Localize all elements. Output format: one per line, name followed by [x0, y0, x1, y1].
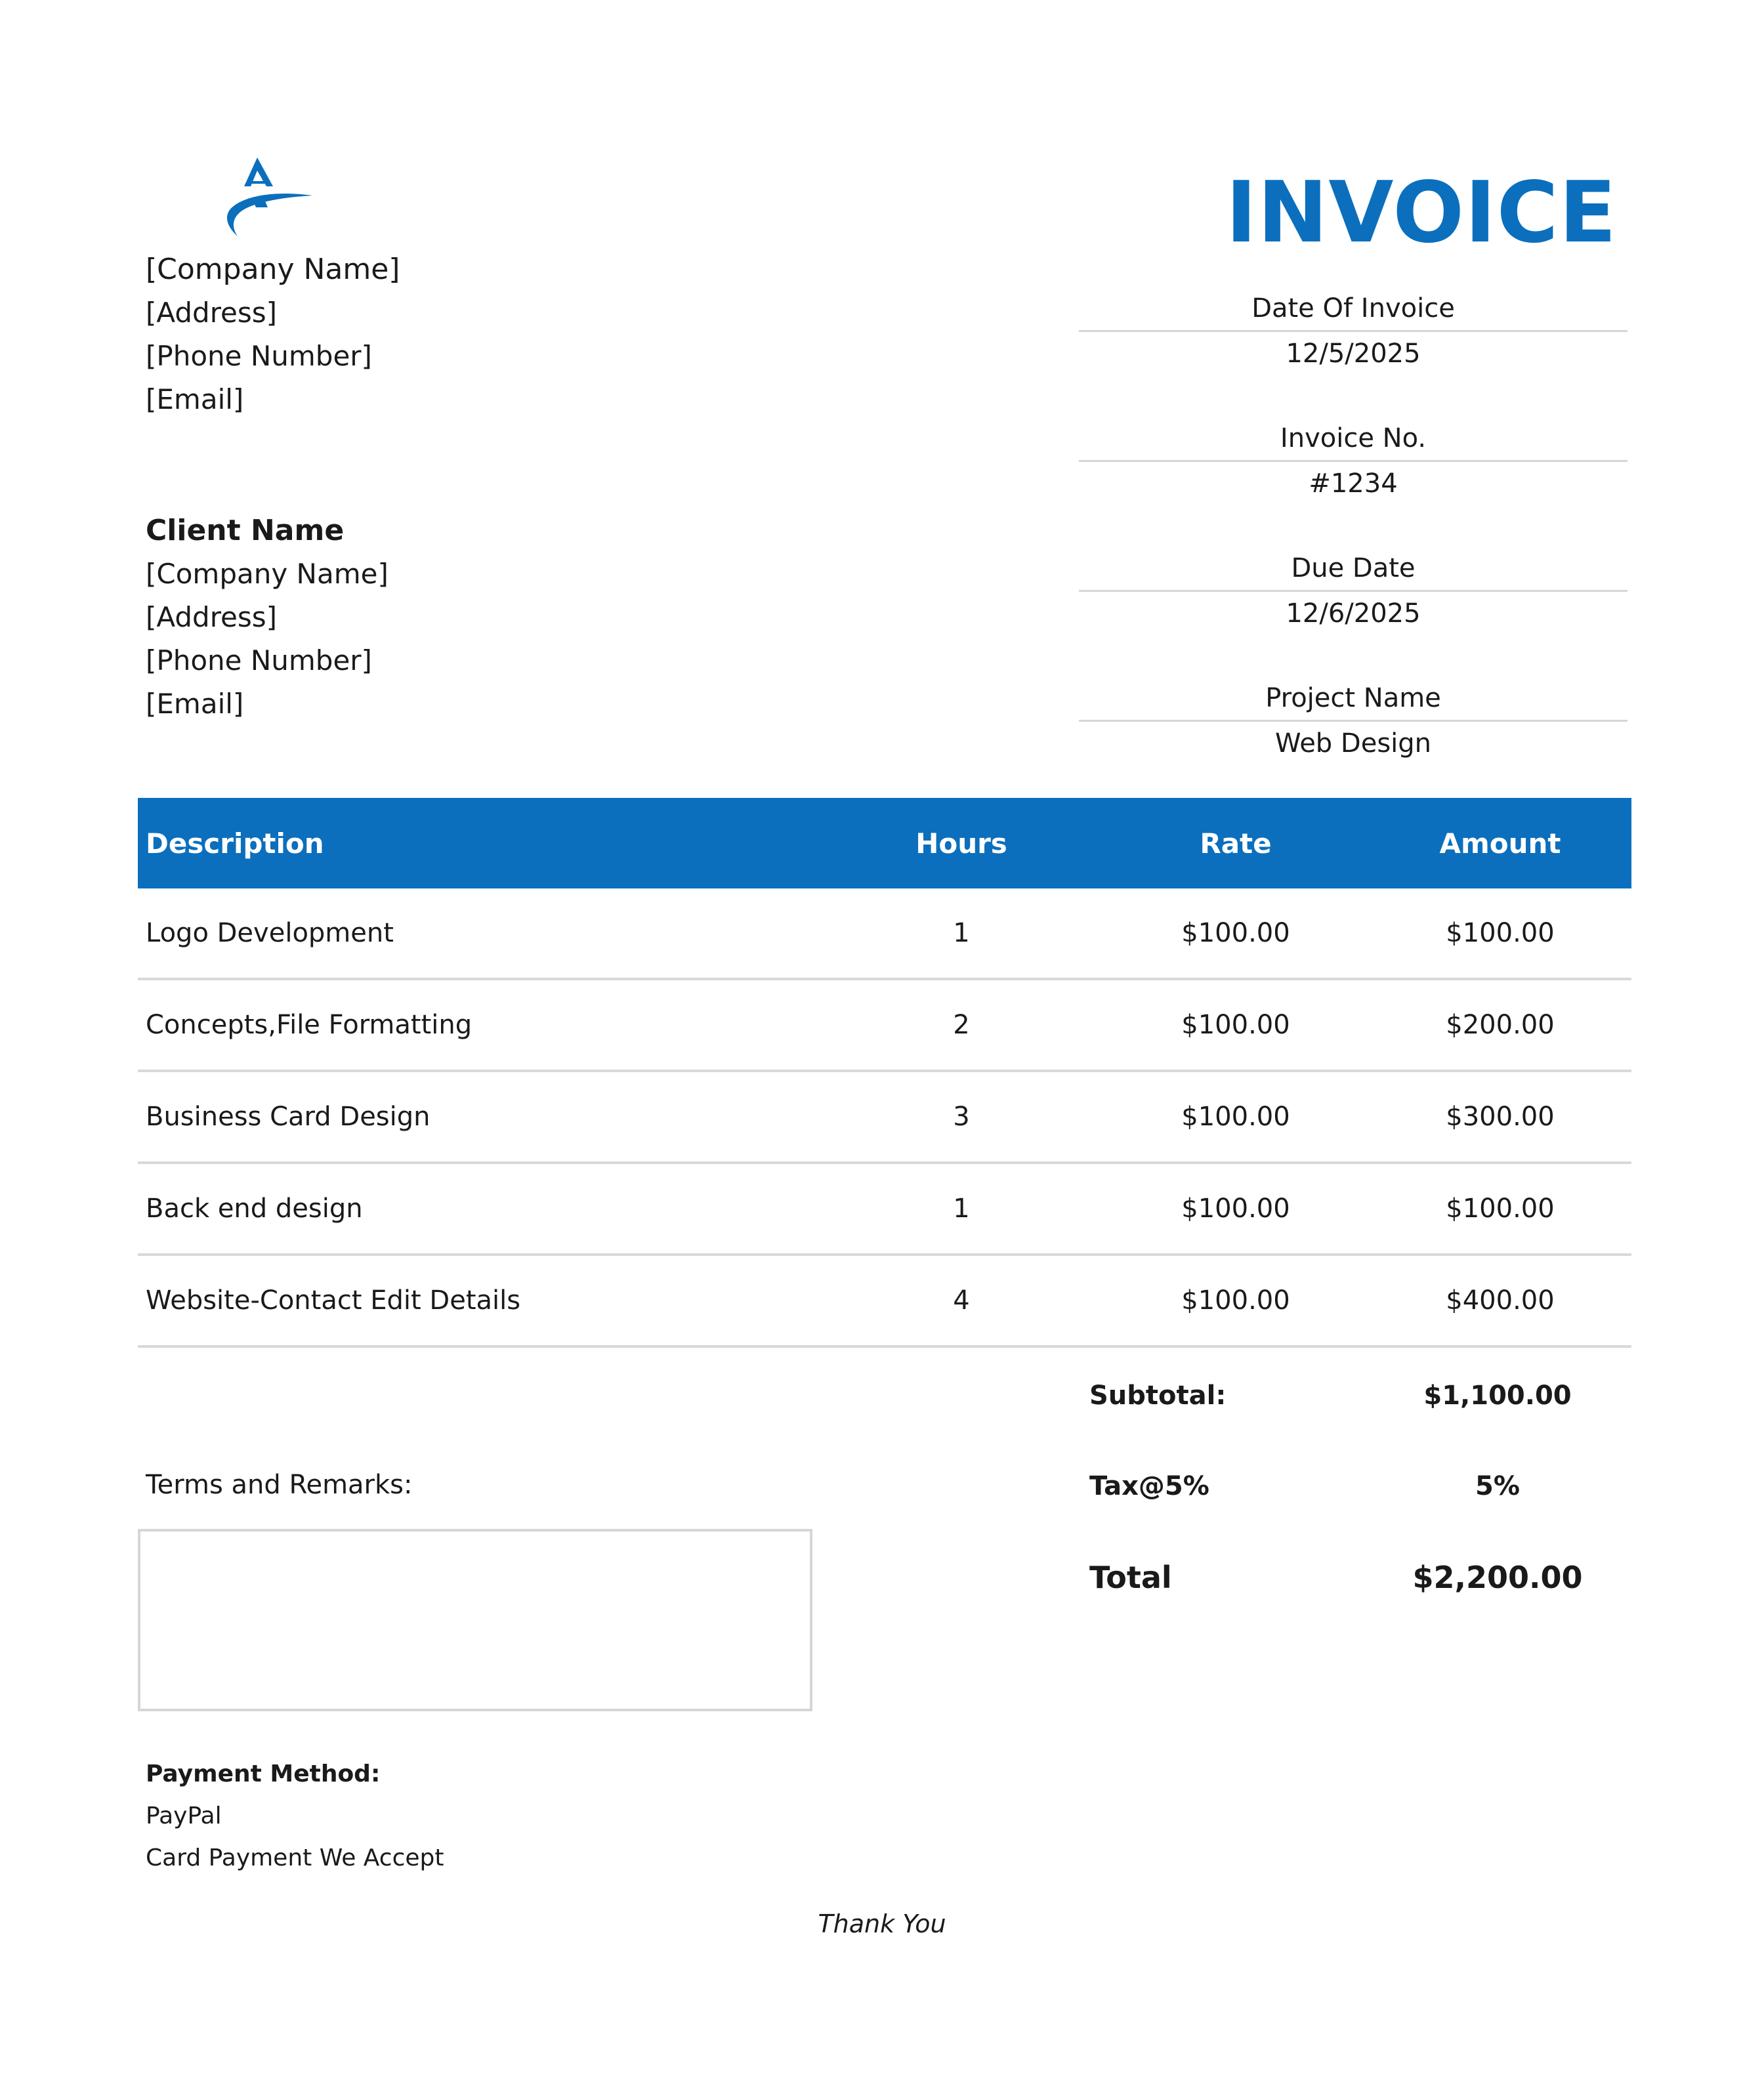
payment-method: PayPal	[146, 1803, 222, 1829]
client-company: [Company Name]	[146, 558, 388, 590]
total-label: Total	[1089, 1560, 1172, 1595]
meta-date	[1079, 289, 1628, 419]
meta-date-label: Date Of Invoice	[1079, 289, 1628, 332]
meta-date-value: 12/5/2025	[1286, 339, 1421, 369]
row-hours: 1	[953, 1194, 970, 1224]
row-hours: 4	[953, 1285, 970, 1316]
invoice-title: INVOICE	[1225, 164, 1617, 262]
subtotal-row	[1089, 1350, 1631, 1441]
client-email: [Email]	[146, 688, 244, 720]
row-description: Back end design	[146, 1194, 363, 1224]
header-rate: Rate	[1200, 827, 1272, 860]
sender-phone: [Phone Number]	[146, 340, 372, 372]
subtotal-value: $1,100.00	[1423, 1381, 1572, 1411]
sender-block	[146, 248, 400, 421]
meta-due-value: 12/6/2025	[1286, 598, 1421, 629]
meta-project	[1079, 678, 1628, 808]
row-amount: $100.00	[1446, 918, 1555, 948]
table-row	[138, 1256, 1631, 1348]
row-hours: 1	[953, 918, 970, 948]
terms-textarea[interactable]	[138, 1529, 812, 1711]
payment-note: Card Payment We Accept	[146, 1844, 444, 1871]
client-phone: [Phone Number]	[146, 644, 372, 677]
sender-email: [Email]	[146, 383, 244, 415]
row-hours: 2	[953, 1010, 970, 1040]
header-hours: Hours	[915, 827, 1007, 860]
row-amount: $300.00	[1446, 1102, 1555, 1132]
items-table	[138, 798, 1631, 1348]
row-description: Logo Development	[146, 918, 394, 948]
subtotal-label: Subtotal:	[1089, 1381, 1227, 1411]
total-value: $2,200.00	[1412, 1560, 1583, 1595]
invoice-meta	[1079, 289, 1628, 808]
thank-you-text: Thank You	[818, 1909, 946, 1938]
sender-address: [Address]	[146, 297, 278, 329]
tax-value: 5%	[1475, 1471, 1520, 1501]
tax-label: Tax@5%	[1089, 1471, 1209, 1501]
row-rate: $100.00	[1181, 1285, 1290, 1316]
total-row	[1089, 1532, 1631, 1623]
row-amount: $400.00	[1446, 1285, 1555, 1316]
client-heading: Client Name	[146, 514, 345, 547]
row-description: Concepts,File Formatting	[146, 1010, 472, 1040]
table-row	[138, 980, 1631, 1072]
meta-number-label: Invoice No.	[1079, 419, 1628, 462]
row-amount: $100.00	[1446, 1194, 1555, 1224]
header-description: Description	[146, 827, 324, 860]
terms-label: Terms and Remarks:	[146, 1470, 413, 1500]
row-rate: $100.00	[1181, 1194, 1290, 1224]
meta-due-label: Due Date	[1079, 549, 1628, 592]
company-logo-icon	[214, 155, 316, 240]
totals-block	[1089, 1350, 1631, 1623]
row-description: Website-Contact Edit Details	[146, 1285, 521, 1316]
table-row	[138, 1164, 1631, 1256]
row-amount: $200.00	[1446, 1010, 1555, 1040]
table-row	[138, 1072, 1631, 1164]
meta-due	[1079, 549, 1628, 678]
meta-number-value: #1234	[1309, 469, 1398, 499]
header-amount: Amount	[1439, 827, 1561, 860]
row-rate: $100.00	[1181, 1102, 1290, 1132]
payment-heading: Payment Method:	[146, 1761, 381, 1787]
table-row	[138, 888, 1631, 980]
row-hours: 3	[953, 1102, 970, 1132]
client-block	[146, 509, 388, 726]
row-rate: $100.00	[1181, 1010, 1290, 1040]
sender-company: [Company Name]	[146, 253, 400, 286]
payment-block	[146, 1753, 444, 1879]
table-header	[138, 798, 1631, 888]
client-address: [Address]	[146, 601, 278, 633]
meta-project-value: Web Design	[1274, 728, 1432, 759]
meta-project-label: Project Name	[1079, 678, 1628, 722]
meta-number	[1079, 419, 1628, 549]
tax-row	[1089, 1441, 1631, 1532]
row-description: Business Card Design	[146, 1102, 430, 1132]
row-rate: $100.00	[1181, 918, 1290, 948]
